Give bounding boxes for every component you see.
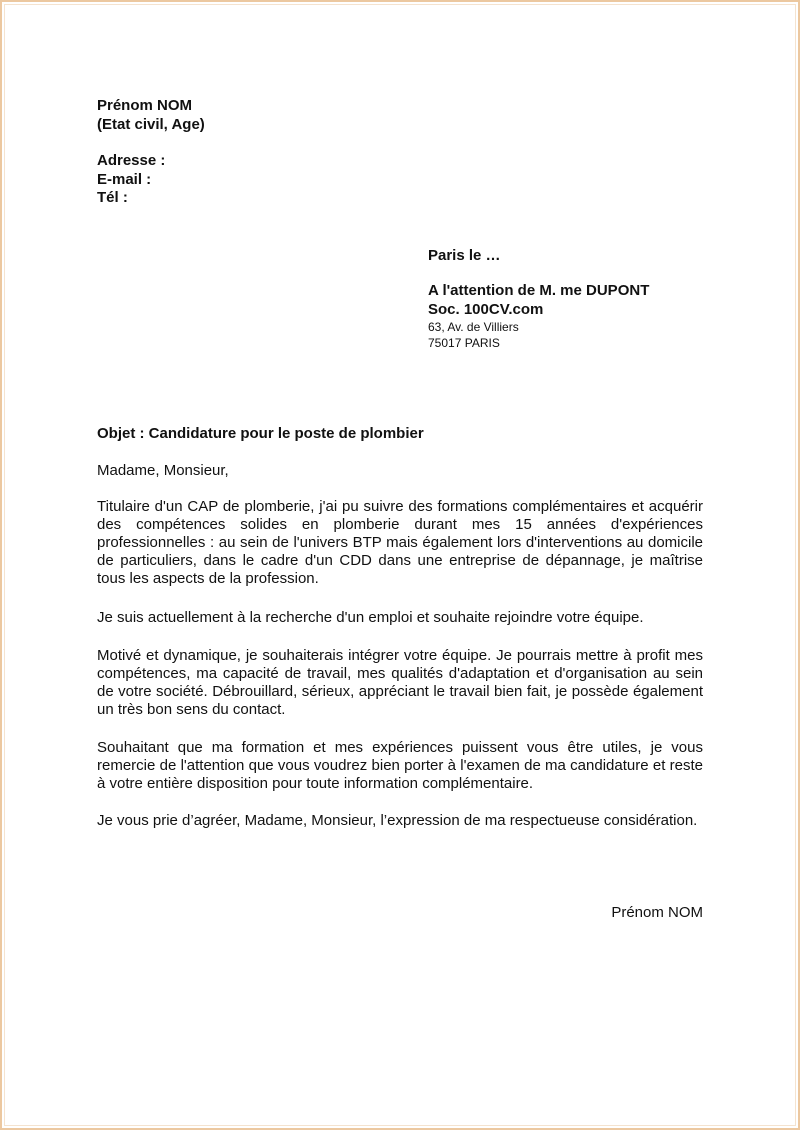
paragraph-motivation: Motivé et dynamique, je souhaiterais intégrer votre équipe. Je pourrais mettre à profit mes compétences, ma capacité de travail, mes qualités d'adaptation et d'organisation au sein de votre société. Débrouillard, sérieux, appréciant le travail bien fait, je possède également un très bon sens du contact. xyxy=(97,647,703,718)
recipient-city: 75017 PARIS xyxy=(428,336,500,350)
letter-salutation: Madame, Monsieur, xyxy=(97,462,229,479)
sender-block xyxy=(97,97,205,208)
sender-email-label: E-mail : xyxy=(97,170,152,188)
recipient-block xyxy=(428,246,649,351)
paragraph-thanks: Souhaitant que ma formation et mes expériences puissent vous être utiles, je vous remercie de l'attention que vous voudrez bien porter à l'examen de ma candidature et reste à votre entière disposition pour toute information complémentaire. xyxy=(97,739,703,792)
paragraph-closing: Je vous prie d’agréer, Madame, Monsieur, l’expression de ma respectueuse considération. xyxy=(97,812,698,829)
sender-civil-status: (Etat civil, Age) xyxy=(97,115,205,133)
letter-subject: Objet : Candidature pour le poste de plombier xyxy=(97,425,424,442)
recipient-attention: A l'attention de M. me DUPONT xyxy=(428,282,650,299)
paragraph-qualifications: Titulaire d'un CAP de plomberie, j'ai pu suivre des formations complémentaires et acquérir des compétences solides en plomberie durant mes 15 années d'expériences professionnelles : au sein de l'univers BTP mais également lors d'interventions au domicile de particuliers, dans le cadre d'un CDD dans une entreprise de dépannage, je maîtrise tous les aspects de la profession. xyxy=(97,498,703,587)
place-date: Paris le … xyxy=(428,247,501,264)
recipient-company: Soc. 100CV.com xyxy=(428,301,544,318)
paragraph-job-search: Je suis actuellement à la recherche d'un emploi et souhaite rejoindre votre équipe. xyxy=(97,609,644,626)
recipient-street: 63, Av. de Villiers xyxy=(428,320,519,334)
sender-name: Prénom NOM xyxy=(97,97,193,114)
sender-phone-label: Tél : xyxy=(97,189,128,206)
sender-address-label: Adresse : xyxy=(97,152,166,169)
signature: Prénom NOM xyxy=(611,904,703,921)
